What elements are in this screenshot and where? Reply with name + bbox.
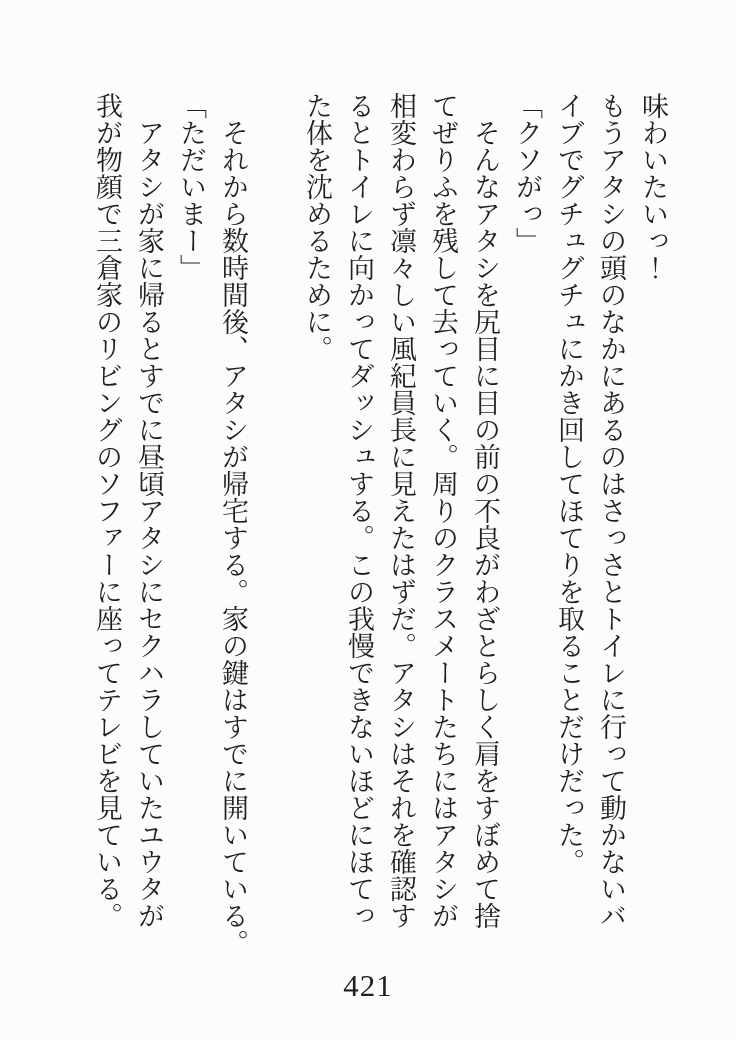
text-line: るとトイレに向かってダッシュする。この我慢できないほどにほてっ — [344, 92, 374, 929]
text-line: た体を沈めるために。 — [302, 92, 332, 362]
text-line-dialogue: 「クソがっ」 — [512, 92, 542, 254]
page-number: 421 — [343, 968, 393, 1003]
scene-break-blank-line — [254, 92, 296, 962]
text-line: アタシが家に帰るとすでに昼頃アタシにセクハラしていたユウタが — [134, 119, 164, 929]
text-line: 我が物顔で三倉家のリビングのソファーに座ってテレビを見ている。 — [92, 92, 122, 929]
text-line: そんなアタシを尻目に目の前の不良がわざとらしく肩をすぼめて捨 — [470, 119, 500, 929]
text-line: 味わいたいっ！ — [638, 92, 668, 281]
text-line: 相変わらず凛々しい風紀員長に見えたはずだ。アタシはそれを確認す — [386, 92, 416, 929]
text-line: てぜりふを残して去っていく。周りのクラスメートたちにはアタシが — [428, 92, 458, 929]
text-line: それから数時間後、アタシが帰宅する。家の鍵はすでに開いている。 — [218, 119, 248, 956]
text-line: もうアタシの頭のなかにあるのはさっさとトイレに行って動かないバ — [596, 92, 626, 929]
vertical-text-block — [86, 92, 674, 962]
text-line: イブでグチュグチュにかき回してほてりを取ることだけだった。 — [554, 92, 584, 875]
text-line-dialogue: 「ただいまー」 — [176, 92, 206, 281]
